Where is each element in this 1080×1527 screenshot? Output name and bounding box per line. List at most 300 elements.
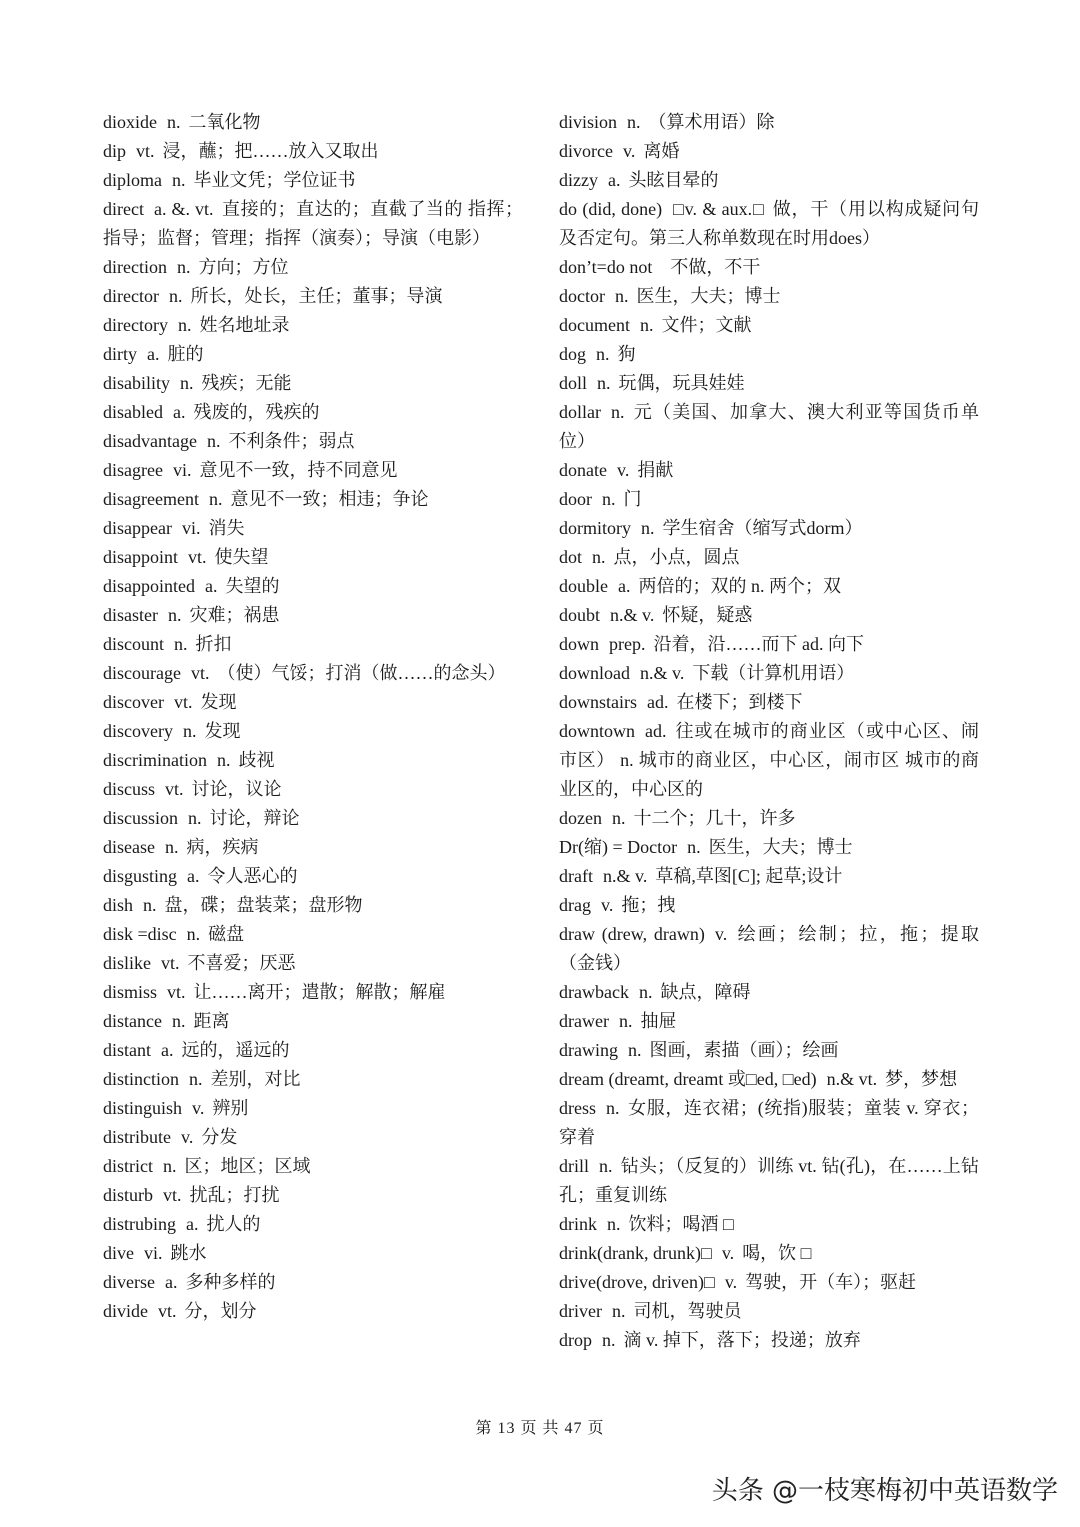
part-of-speech: n.	[180, 373, 194, 393]
vocab-entry	[103, 282, 523, 311]
vocab-entry	[559, 572, 979, 601]
vocab-word: disadvantage	[103, 431, 197, 451]
definition: 所长，处长，主任；董事；导演	[190, 286, 443, 306]
vocab-word: do (did, done)	[559, 199, 663, 219]
part-of-speech: vt.	[158, 1301, 177, 1321]
vocab-entry	[559, 833, 979, 862]
vocab-entry	[103, 1123, 523, 1152]
vocab-entry	[103, 195, 523, 253]
definition: 使失望	[214, 547, 269, 567]
definition: 怀疑，疑惑	[662, 605, 753, 625]
vocab-word: disappoint	[103, 547, 178, 567]
definition: 不利条件；弱点	[228, 431, 355, 451]
vocab-entry	[103, 630, 523, 659]
definition: 缺点，障碍	[660, 982, 751, 1002]
part-of-speech: vi.	[172, 460, 192, 480]
vocab-entry	[559, 1326, 979, 1355]
vocab-word: drop	[559, 1330, 592, 1350]
vocab-word: disability	[103, 373, 170, 393]
part-of-speech: □v. & aux.□	[672, 199, 765, 219]
definition: 消失	[208, 518, 245, 538]
part-of-speech: ad.	[645, 721, 667, 741]
vocab-entry	[559, 340, 979, 369]
part-of-speech: n.	[174, 634, 188, 654]
definition: 磁盘	[208, 924, 245, 944]
definition: 离婚	[643, 141, 680, 161]
vocab-entry	[559, 891, 979, 920]
vocab-entry	[103, 891, 523, 920]
vocab-entry	[559, 1239, 979, 1268]
part-of-speech: a. &. vt.	[153, 199, 214, 219]
definition: 扰乱；打扰	[189, 1185, 280, 1205]
vocab-word: disease	[103, 837, 155, 857]
definition: 距离	[193, 1011, 230, 1031]
vocab-word: discrimination	[103, 750, 207, 770]
part-of-speech: n.	[167, 605, 182, 625]
vocab-entry	[559, 804, 979, 833]
part-of-speech: v.	[181, 1127, 194, 1147]
vocab-entry	[559, 659, 979, 688]
vocab-word: distant	[103, 1040, 151, 1060]
vocab-entry	[559, 253, 979, 282]
definition: （算术用语）除	[648, 112, 775, 132]
vocab-word: distinguish	[103, 1098, 183, 1118]
definition: 病，疾病	[186, 837, 259, 857]
vocab-word: doctor	[559, 286, 605, 306]
vocab-entry	[103, 572, 523, 601]
part-of-speech: v.	[616, 460, 630, 480]
part-of-speech: n.	[641, 518, 655, 538]
vocab-word: disappointed	[103, 576, 195, 596]
part-of-speech: vt.	[163, 1185, 182, 1205]
vocab-entry	[103, 775, 523, 804]
vocab-entry	[103, 717, 523, 746]
vocab-word: discover	[103, 692, 164, 712]
vocab-word: disgusting	[103, 866, 178, 886]
definition: 在楼下；到楼下	[676, 692, 803, 712]
definition: 毕业文凭；学位证书	[193, 170, 356, 190]
definition: 门	[623, 489, 642, 509]
vocab-word: doubt	[559, 605, 601, 625]
vocab-entry	[559, 688, 979, 717]
vocab-entry	[103, 1239, 523, 1268]
vocab-entry	[559, 398, 979, 456]
part-of-speech: n.	[177, 315, 192, 335]
definition: 辨别	[212, 1098, 249, 1118]
part-of-speech: n.	[189, 1069, 203, 1089]
part-of-speech: a.	[187, 866, 200, 886]
part-of-speech: n.	[167, 112, 181, 132]
part-of-speech: n.	[206, 431, 221, 451]
definition: 捐献	[637, 460, 674, 480]
page-number: 第 13 页 共 47 页	[475, 1420, 605, 1437]
part-of-speech: n.	[592, 547, 606, 567]
definition: 下载（计算机用语）	[692, 663, 855, 683]
part-of-speech: ad.	[647, 692, 669, 712]
definition: 文件；文献	[661, 315, 752, 335]
vocab-word: disabled	[103, 402, 163, 422]
definition: 沿着，沿……而下 ad. 向下	[653, 634, 864, 654]
vocab-word: distribute	[103, 1127, 171, 1147]
vocab-word: diploma	[103, 170, 162, 190]
definition: 失望的	[225, 576, 280, 596]
definition: 做，干（用以构成疑问句及否定句。第三人称单数现在时用does）	[559, 199, 979, 248]
part-of-speech: n.	[176, 257, 191, 277]
part-of-speech: a.	[607, 170, 621, 190]
definition: 饮料；喝酒 □	[628, 1214, 734, 1234]
vocab-entry	[103, 1036, 523, 1065]
vocab-word: divide	[103, 1301, 148, 1321]
vocab-word: draw (drew, drawn)	[559, 924, 705, 944]
vocab-entry	[559, 108, 979, 137]
part-of-speech: n.	[602, 1330, 616, 1350]
part-of-speech: n.& vt.	[826, 1069, 878, 1089]
vocab-entry	[103, 427, 523, 456]
definition: 意见不一致，持不同意见	[199, 460, 398, 480]
definition: 意见不一致；相违；争论	[230, 489, 429, 509]
definition: 头眩目晕的	[628, 170, 719, 190]
part-of-speech: n.& v.	[602, 866, 648, 886]
vocab-entry	[559, 1094, 979, 1152]
vocab-entry	[103, 166, 523, 195]
vocab-entry	[103, 514, 523, 543]
part-of-speech: vt.	[167, 982, 186, 1002]
definition: 多种多样的	[185, 1272, 276, 1292]
vocab-entry	[559, 369, 979, 398]
vocab-word: door	[559, 489, 592, 509]
definition: 拖；拽	[621, 895, 676, 915]
vocab-word: dislike	[103, 953, 151, 973]
part-of-speech: n.	[168, 286, 183, 306]
vocab-entry	[103, 311, 523, 340]
part-of-speech: n.	[627, 112, 641, 132]
part-of-speech: n.	[687, 837, 701, 857]
part-of-speech: n.	[607, 1214, 621, 1234]
vocab-entry	[559, 282, 979, 311]
definition: 盘，碟；盘装菜；盘形物	[164, 895, 363, 915]
vocab-entry	[103, 253, 523, 282]
part-of-speech: v.	[622, 141, 636, 161]
vocab-entry	[559, 1007, 979, 1036]
part-of-speech: n.	[599, 1156, 613, 1176]
vocab-entry	[559, 456, 979, 485]
definition: 灾难；祸患	[189, 605, 280, 625]
part-of-speech: n.	[216, 750, 231, 770]
part-of-speech: n.	[171, 1011, 186, 1031]
watermark-text: 头条 @一枝寒梅初中英语数学	[711, 1476, 1058, 1506]
vocab-entry	[103, 978, 523, 1007]
definition: 残疾；无能	[201, 373, 292, 393]
vocab-word: dirty	[103, 344, 137, 364]
definition: 姓名地址录	[199, 315, 290, 335]
vocab-entry	[559, 601, 979, 630]
vocab-entry	[559, 1268, 979, 1297]
definition: 歧视	[238, 750, 275, 770]
vocab-entry	[559, 195, 979, 253]
vocab-word: disaster	[103, 605, 158, 625]
definition: 分，划分	[184, 1301, 257, 1321]
definition: 二氧化物	[188, 112, 261, 132]
definition: 梦，梦想	[885, 1069, 958, 1089]
part-of-speech: prep.	[609, 634, 646, 654]
vocab-word: doll	[559, 373, 588, 393]
vocab-word: distance	[103, 1011, 162, 1031]
part-of-speech: n.	[611, 808, 626, 828]
part-of-speech: n.	[172, 170, 186, 190]
vocab-word: direction	[103, 257, 167, 277]
vocab-entry	[559, 862, 979, 891]
definition: 学生宿舍（缩写式dorm）	[662, 518, 863, 538]
vocab-word: discourage	[103, 663, 181, 683]
vocab-word: dozen	[559, 808, 602, 828]
vocab-word: document	[559, 315, 630, 335]
definition: 远的，遥远的	[181, 1040, 290, 1060]
vocab-word: dot	[559, 547, 583, 567]
vocab-word: district	[103, 1156, 153, 1176]
definition: 医生，大夫；博士	[636, 286, 781, 306]
vocab-entry	[103, 1210, 523, 1239]
definition: 狗	[617, 344, 636, 364]
definition: 玩偶，玩具娃娃	[618, 373, 745, 393]
definition: 分发	[201, 1127, 238, 1147]
vocab-entry	[103, 1065, 523, 1094]
definition: 直接的；直达的；直截了当的 指挥；指导；监督；管理；指挥（演奏）；导演（电影）	[103, 199, 523, 248]
part-of-speech: v.	[192, 1098, 205, 1118]
vocab-entry	[103, 485, 523, 514]
definition: 残废的，残疾的	[193, 402, 320, 422]
vocab-entry	[103, 688, 523, 717]
vocab-entry	[103, 1268, 523, 1297]
part-of-speech: v.	[600, 895, 614, 915]
vocab-word: dog	[559, 344, 586, 364]
vocab-entry	[103, 804, 523, 833]
vocab-word: draft	[559, 866, 593, 886]
vocab-word: discuss	[103, 779, 156, 799]
definition: 元（美国、加拿大、澳大利亚等国货币单位）	[559, 402, 979, 451]
part-of-speech: n.	[163, 1156, 177, 1176]
definition: 滴 v. 掉下，落下；投递；放弃	[623, 1330, 861, 1350]
vocab-entry	[103, 340, 523, 369]
vocab-entry	[559, 978, 979, 1007]
vocab-word: dish	[103, 895, 134, 915]
vocab-entry	[559, 311, 979, 340]
vocab-word: drink(drank, drunk)□	[559, 1243, 712, 1263]
vocab-word: direct	[103, 199, 144, 219]
part-of-speech: a.	[147, 344, 160, 364]
definition: 钻头；（反复的）训练 vt. 钻(孔)，在……上钻孔；重复训练	[559, 1156, 979, 1205]
definition: 往或在城市的商业区（或中心区、闹市区） n. 城市的商业区，中心区，闹市区 城市的商业区的，中心区的	[559, 721, 979, 799]
vocab-entry	[559, 1210, 979, 1239]
right-column	[559, 108, 979, 1355]
definition: 跳水	[170, 1243, 207, 1263]
vocab-word: donate	[559, 460, 607, 480]
vocab-word: discovery	[103, 721, 173, 741]
definition: 不做，不干	[670, 257, 761, 277]
part-of-speech: n.	[143, 895, 157, 915]
vocab-word: director	[103, 286, 159, 306]
vocab-entry	[103, 949, 523, 978]
vocab-word: Dr(缩) = Doctor	[559, 837, 678, 857]
definition: 让……离开；遣散；解散；解雇	[193, 982, 446, 1002]
definition: 女服，连衣裙；(统指)服装；童装 v. 穿衣；穿着	[559, 1098, 979, 1147]
vocab-entry	[103, 1181, 523, 1210]
definition: 司机，驾驶员	[633, 1301, 742, 1321]
vocab-word: directory	[103, 315, 168, 335]
vocab-entry	[559, 1065, 979, 1094]
vocab-entry	[559, 485, 979, 514]
vocab-entry	[103, 137, 523, 166]
vocab-entry	[559, 920, 979, 978]
definition: 折扣	[195, 634, 232, 654]
definition: 差别，对比	[210, 1069, 301, 1089]
vocab-word: drink	[559, 1214, 597, 1234]
definition: 喝，饮 □	[742, 1243, 812, 1263]
vocab-word: dream (dreamt, dreamt 或□ed, □ed)	[559, 1069, 817, 1089]
vocab-entry	[103, 1152, 523, 1181]
part-of-speech: a.	[164, 1272, 178, 1292]
vocab-word: dormitory	[559, 518, 631, 538]
part-of-speech: n.	[606, 1098, 620, 1118]
part-of-speech: vt.	[173, 692, 193, 712]
vocab-entry	[559, 717, 979, 804]
vocab-entry	[103, 862, 523, 891]
definition: 医生，大夫；博士	[708, 837, 853, 857]
vocab-word: downstairs	[559, 692, 637, 712]
vocab-word: discount	[103, 634, 164, 654]
definition: 区；地区；区域	[184, 1156, 311, 1176]
vocab-word: don’t=do not	[559, 257, 653, 277]
vocab-word: drawing	[559, 1040, 618, 1060]
vocab-word: disturb	[103, 1185, 154, 1205]
definition: 抽屉	[640, 1011, 677, 1031]
vocab-entry	[103, 1094, 523, 1123]
vocab-entry	[103, 369, 523, 398]
part-of-speech: a.	[618, 576, 631, 596]
part-of-speech: a.	[205, 576, 218, 596]
definition: 扰人的	[206, 1214, 261, 1234]
vocab-word: dive	[103, 1243, 134, 1263]
definition: 不喜爱；厌恶	[187, 953, 296, 973]
vocab-word: diverse	[103, 1272, 155, 1292]
part-of-speech: vt.	[165, 779, 184, 799]
vocab-entry	[559, 1152, 979, 1210]
part-of-speech: a.	[173, 402, 186, 422]
part-of-speech: n.	[638, 982, 653, 1002]
vocab-word: drag	[559, 895, 591, 915]
part-of-speech: n.& v.	[640, 663, 685, 683]
vocab-word: download	[559, 663, 630, 683]
vocab-word: drawback	[559, 982, 629, 1002]
part-of-speech: n.	[611, 1301, 626, 1321]
vocab-entry	[103, 456, 523, 485]
definition: 十二个；几十，许多	[633, 808, 796, 828]
definition: 浸，蘸；把……放入又取出	[162, 141, 379, 161]
part-of-speech: n.& v.	[610, 605, 655, 625]
vocab-word: distinction	[103, 1069, 179, 1089]
vocab-word: dioxide	[103, 112, 157, 132]
vocab-word: drill	[559, 1156, 589, 1176]
part-of-speech: n.	[614, 286, 629, 306]
definition: 绘画；绘制；拉，拖；提取（金钱）	[559, 924, 979, 973]
vocab-word: disagree	[103, 460, 163, 480]
vocab-entry	[559, 166, 979, 195]
vocab-entry	[103, 920, 523, 949]
definition: 讨论，辩论	[209, 808, 300, 828]
vocab-word: downtown	[559, 721, 635, 741]
part-of-speech: vt.	[190, 663, 210, 683]
part-of-speech: a.	[186, 1214, 199, 1234]
vocab-word: double	[559, 576, 608, 596]
part-of-speech: n.	[597, 373, 611, 393]
definition: 令人恶心的	[207, 866, 298, 886]
part-of-speech: n.	[611, 402, 625, 422]
vocab-entry	[559, 137, 979, 166]
part-of-speech: v.	[724, 1272, 738, 1292]
vocab-word: dip	[103, 141, 127, 161]
vocab-word: drawer	[559, 1011, 609, 1031]
vocab-word: divorce	[559, 141, 613, 161]
part-of-speech: vi.	[144, 1243, 163, 1263]
definition: 方向；方位	[198, 257, 289, 277]
vocab-word: distrubing	[103, 1214, 177, 1234]
vocab-word: disagreement	[103, 489, 199, 509]
part-of-speech: n.	[618, 1011, 633, 1031]
vocab-word: dress	[559, 1098, 596, 1118]
vocab-word: disappear	[103, 518, 172, 538]
vocab-entry	[103, 601, 523, 630]
vocab-word: division	[559, 112, 618, 132]
vocab-entry	[103, 1007, 523, 1036]
definition: 点，小点，圆点	[613, 547, 740, 567]
part-of-speech: n.	[639, 315, 654, 335]
vocab-entry	[559, 514, 979, 543]
part-of-speech: v.	[721, 1243, 735, 1263]
vocab-word: dismiss	[103, 982, 158, 1002]
vocab-word: driver	[559, 1301, 602, 1321]
vocab-entry	[103, 398, 523, 427]
definition: 两倍的；双的 n. 两个；双	[638, 576, 841, 596]
vocab-word: down	[559, 634, 599, 654]
part-of-speech: vi.	[181, 518, 201, 538]
part-of-speech: n.	[164, 837, 179, 857]
vocab-word: disk =disc	[103, 924, 177, 944]
vocab-entry	[103, 108, 523, 137]
vocab-word: drive(drove, driven)□	[559, 1272, 715, 1292]
vocab-word: dizzy	[559, 170, 598, 190]
left-column	[103, 108, 523, 1326]
vocab-entry	[559, 1036, 979, 1065]
part-of-speech: n.	[188, 808, 202, 828]
vocab-entry	[103, 1297, 523, 1326]
part-of-speech: n.	[596, 344, 610, 364]
vocab-entry	[103, 746, 523, 775]
definition: 草稿,草图[C]; 起草;设计	[655, 866, 843, 886]
definition: 驾驶，开（车）；驱赶	[745, 1272, 917, 1292]
part-of-speech: n.	[602, 489, 616, 509]
definition: 图画，素描（画）；绘画	[649, 1040, 839, 1060]
vocab-entry	[559, 543, 979, 572]
part-of-speech: n.	[208, 489, 223, 509]
part-of-speech: n.	[182, 721, 197, 741]
definition: 发现	[200, 692, 237, 712]
part-of-speech: vt.	[136, 141, 155, 161]
part-of-speech: v.	[714, 924, 728, 944]
vocab-entry	[103, 833, 523, 862]
part-of-speech: n.	[186, 924, 201, 944]
definition: 脏的	[167, 344, 204, 364]
part-of-speech: a.	[161, 1040, 174, 1060]
vocab-word: discussion	[103, 808, 179, 828]
